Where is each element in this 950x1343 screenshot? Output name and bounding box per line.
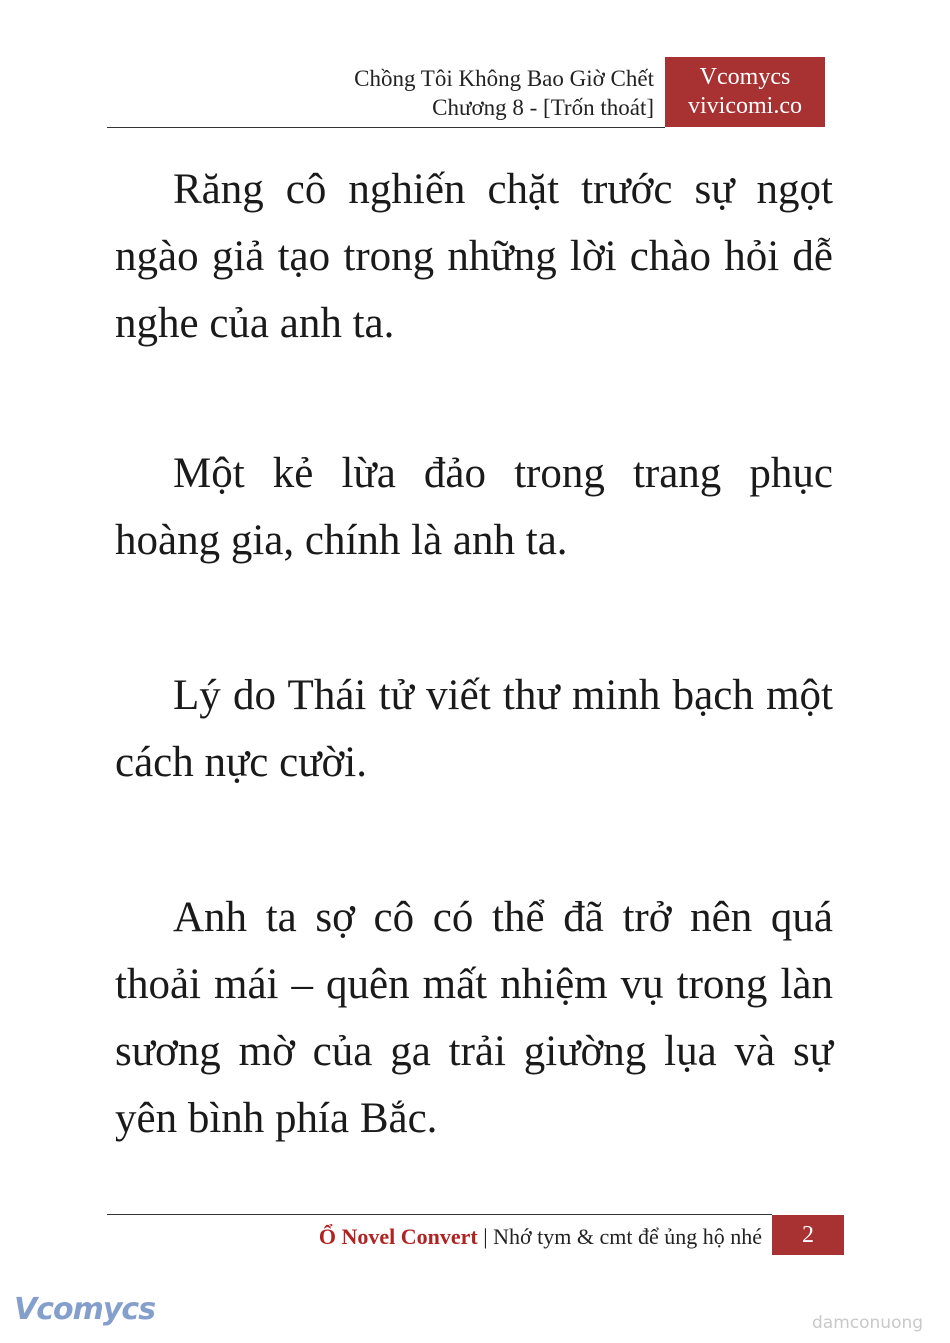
paragraph: Răng cô nghiến chặt trước sự ngọt ngào giả tạo trong những lời chào hỏi dễ nghe của anh ta.	[115, 166, 833, 347]
site-watermark: damconuong	[812, 1313, 924, 1333]
chapter-title: Chương 8 - [Trốn thoát]	[432, 95, 654, 120]
paragraph: Anh ta sợ cô có thể đã trở nên quá thoải mái – quên mất nhiệm vụ trong làn sương mờ của ga trải giường lụa và sự yên bình phía Bắc.	[115, 894, 833, 1142]
footer-brand: Ổ Novel Convert	[318, 1224, 478, 1249]
book-title: Chồng Tôi Không Bao Giờ Chết	[354, 66, 654, 91]
paragraph: Một kẻ lừa đảo trong trang phục hoàng gia, chính là anh ta.	[115, 450, 833, 564]
brand-badge	[665, 57, 825, 127]
header-divider	[107, 127, 665, 128]
brand-name: Vcomycs	[699, 64, 791, 90]
footer-separator: |	[483, 1224, 488, 1249]
footer-message: Nhớ tym & cmt để ủng hộ nhé	[493, 1224, 762, 1249]
page-footer	[319, 1222, 762, 1252]
page-number: 2	[772, 1215, 844, 1255]
paragraph: Lý do Thái tử viết thư minh bạch một cách nực cười.	[115, 672, 833, 786]
page-header	[354, 64, 654, 122]
brand-site: vivicomi.co	[688, 93, 802, 119]
footer-divider	[107, 1214, 772, 1215]
logo-watermark: Vcomycs	[14, 1292, 156, 1327]
